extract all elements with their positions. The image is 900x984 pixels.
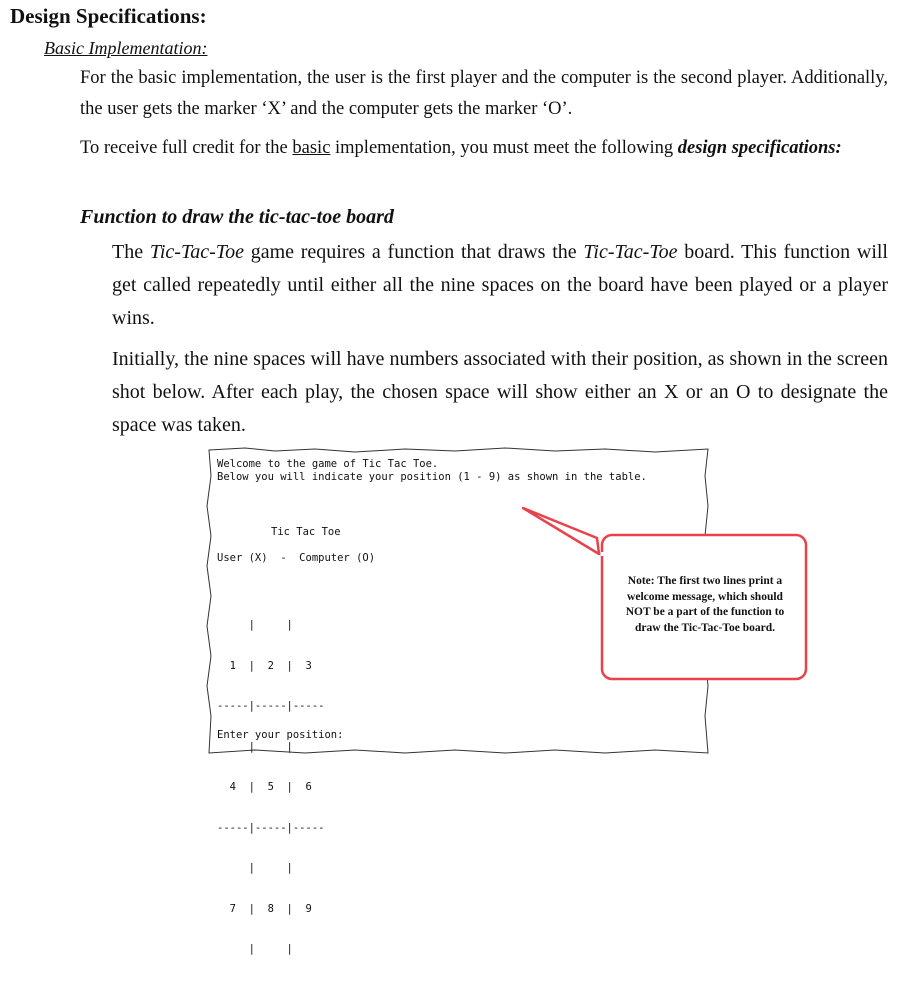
board-row: -----|-----|----- [217, 700, 325, 712]
paragraph-intro: For the basic implementation, the user is the first player and the computer is the second player. Additionally, the user gets the marker ‘X’ and the computer gets the marker ‘O’. [80, 68, 888, 119]
board-title: Tic Tac Toe [271, 526, 341, 538]
design-specifications-emphasis: design specifications: [677, 138, 842, 158]
console-screenshot [205, 446, 785, 955]
section-title: Function to draw the tic-tac-toe board [80, 206, 394, 228]
subheading: Basic Implementation: [44, 38, 208, 58]
welcome-line-1: Welcome to the game of Tic Tac Toe. [217, 458, 439, 470]
board-row: 7 | 8 | 9 [217, 902, 312, 915]
board-row: | | [217, 619, 293, 631]
board-row: | | [217, 943, 293, 955]
board-row: | | [217, 862, 293, 874]
board-row: 1 | 2 | 3 [217, 659, 312, 672]
paragraph-requirements: To receive full credit for the basic implementation, you must meet the following design specifications: [80, 138, 842, 158]
welcome-line-2: Below you will indicate your position (1 - 9) as shown in the table. [217, 471, 647, 483]
players-line: User (X) - Computer (O) [217, 552, 376, 564]
paragraph-function-description: The Tic-Tac-Toe game requires a function that draws the Tic-Tac-Toe board. This function will get called repeatedly until either all the nine spaces on the board have been played or a player wins. [112, 241, 888, 329]
paragraph-initial-board: Initially, the nine spaces will have numbers associated with their position, as shown in the screen shot below. After each play, the chosen space will show either an X or an O to designate the space was taken. [112, 348, 888, 436]
position-prompt: Enter your position: [217, 729, 344, 741]
callout-note: Note: The first two lines print a welcome message, which should NOT be a part of the function to draw the Tic-Tac-Toe board. [625, 575, 785, 634]
underlined-basic: basic [292, 138, 331, 158]
board-row: 4 | 5 | 6 [217, 781, 312, 793]
page-heading: Design Specifications: [10, 4, 207, 28]
board-row: -----|-----|----- [217, 821, 325, 834]
board-grid [217, 592, 324, 984]
board-row: | | [217, 740, 293, 753]
